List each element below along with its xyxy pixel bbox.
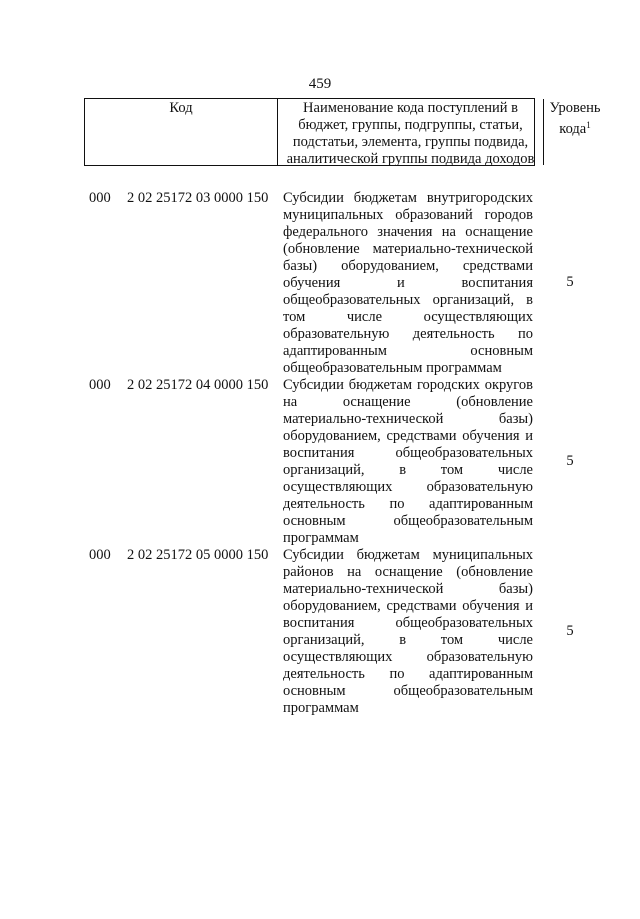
header-level-label-end: а	[579, 121, 587, 137]
admin-code: 000	[89, 190, 111, 206]
budget-level: 5	[566, 623, 574, 639]
header-code-label: Код	[169, 100, 193, 116]
header-level-label: Уровень код	[549, 100, 601, 137]
header-level-footnote: 1	[586, 120, 591, 130]
table-header	[84, 98, 601, 167]
header-code-column	[85, 99, 278, 165]
budget-code: 2 02 25172 04 0000 150	[127, 377, 269, 393]
budget-code-name: Субсидии бюджетам внутригородских муниципальных образований городов федерального значения на оснащение (обновление материально-технической базы) оборудованием, средствами обучения и воспитания общеобразовательных организаций, в том числе осуществляющих образовательную деятельность по адаптированным основным общеобразовательным программам	[283, 190, 533, 376]
budget-level: 5	[566, 274, 574, 290]
budget-level: 5	[566, 453, 574, 469]
header-level-column	[544, 99, 606, 165]
budget-code: 2 02 25172 05 0000 150	[127, 547, 269, 563]
admin-code: 000	[89, 377, 111, 393]
budget-code-name: Субсидии бюджетам муниципальных районов на оснащение (обновление материально-технической базы) оборудованием, средствами обучения и воспитания общеобразовательных организаций, в том числе осуществляющих образовательную деятельность по адаптированным основным общеобразовательным программам	[283, 547, 533, 716]
header-name-label: Наименование кода поступлений в бюджет, группы, подгруппы, статьи, подстатьи, элемента, группы подвида, аналитической группы подвида доходов	[286, 100, 535, 167]
budget-code: 2 02 25172 03 0000 150	[127, 190, 269, 206]
admin-code: 000	[89, 547, 111, 563]
page-number: 459	[308, 76, 332, 92]
budget-code-name: Субсидии бюджетам городских округов на оснащение (обновление материально-технической базы) оборудованием, средствами обучения и воспитания общеобразовательных организаций, в том числе осуществляющих образовательную деятельность по адаптированным основным общеобразовательным программам	[283, 377, 533, 546]
header-name-column	[278, 99, 544, 165]
